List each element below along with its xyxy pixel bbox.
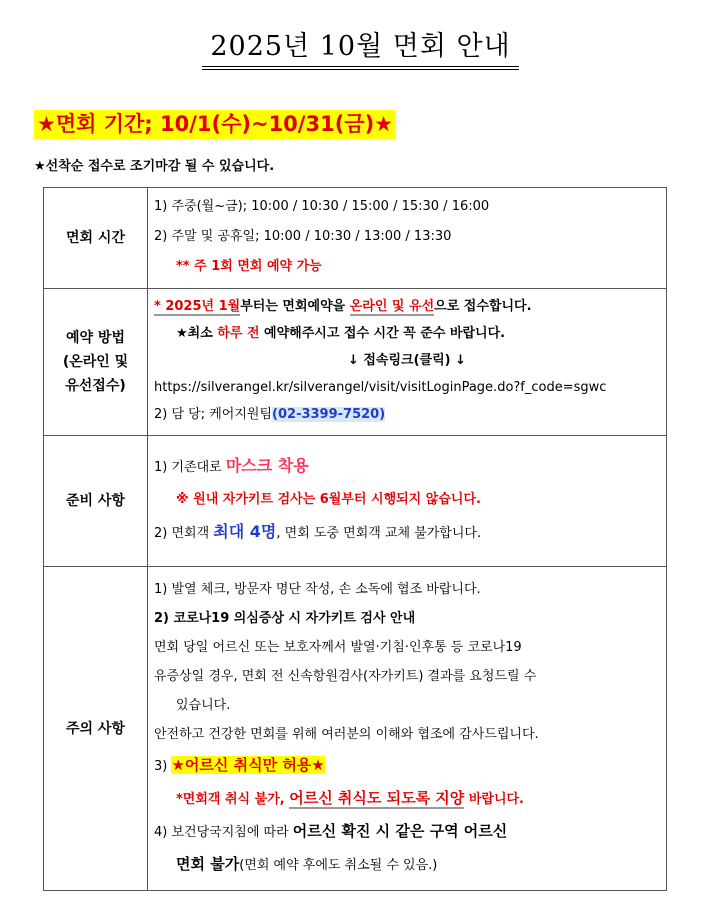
caution-1: 1) 발열 체크, 방문자 명단 작성, 손 소독에 협조 바랍니다. [154,581,481,597]
weekly-limit-note: ** 주 1회 면회 예약 가능 [176,259,322,274]
caution-8-c: 바랍니다. [464,791,524,807]
caution-2: 2) 코로나19 의심증상 시 자가키트 검사 안내 [154,610,416,626]
row-head-reservation [44,289,148,436]
row-body-caution [148,567,667,891]
caution-4: 유증상일 경우, 면회 전 신속항원검사(자가키트) 결과를 요청드릴 수 [154,668,537,684]
early-close-notice: ★선착순 접수로 조기마감 될 수 있습니다. [34,159,275,174]
row-reservation [44,289,667,436]
row-caution [44,567,667,891]
caution-7 [154,749,660,783]
caution-8 [154,783,660,815]
link-label: ↓ 접속링크(클릭) ↓ [347,352,467,368]
reservation-mid: 부터는 면회예약을 [240,298,350,314]
row-head-reservation-1: 예약 방법 [66,330,125,346]
max-visitors-post: , 면회 도중 면회객 교체 불가합니다. [276,526,482,541]
start-date: * 2025년 1월 [154,298,241,314]
caution-9-bold: 어르신 확진 시 같은 구역 어르신 [292,821,508,840]
max-visitors-highlight: 최대 4명 [213,522,277,541]
weekend-times: 2) 주말 및 공휴일; 10:00 / 10:30 / 13:00 / 13:30 [154,229,452,244]
mask-line [154,449,660,485]
row-preparation [44,436,667,567]
mask-pre: 1) 기존대로 [154,460,226,475]
caution-8-b: 어르신 취식도 되도록 지양 [289,788,465,807]
day-before-pre: ★최소 [176,325,218,341]
caution-10 [154,849,660,881]
row-body-preparation [148,436,667,567]
online-reservation-line [154,293,660,320]
row-body-reservation [148,289,667,436]
day-before-post: 예약해주시고 접수 시간 꼭 준수 바랍니다. [259,325,506,341]
row-head-reservation-2: (온라인 및 [62,354,129,370]
caution-10-post: (면회 예약 후에도 취소될 수 있음.) [239,857,438,873]
row-head-reservation-3: 유선접수) [65,378,126,394]
caution-7-pre: 3) [154,758,172,774]
contact-line [154,401,660,428]
caution-10-bold: 면회 불가 [176,854,240,873]
contact-phone: (02-3399-7520) [272,406,386,422]
day-before-line [154,320,660,347]
reservation-link[interactable]: https://silverangel.kr/silverangel/visit/visitLoginPage.do?f_code=sgwc [154,379,607,395]
row-visit-time [44,188,667,289]
row-body-visit-time [148,188,667,289]
elder-meal-only: ★어르신 취식만 허용★ [171,755,325,774]
row-head-visit-time: 면회 시간 [44,188,148,289]
title-wrap [0,30,721,70]
caution-3: 면회 당일 어르신 또는 보호자께서 발열·기침·인후통 등 코로나19 [154,639,522,655]
contact-team: 2) 담 당; 케어지원팀 [154,406,273,422]
caution-9 [154,815,660,849]
weekday-times: 1) 주중(월~금); 10:00 / 10:30 / 15:00 / 15:30 / 16:00 [154,199,490,214]
self-kit-note: ※ 원내 자가키트 검사는 6월부터 시행되지 않습니다. [176,492,481,507]
online-phone-highlight: 온라인 및 유선 [349,298,435,314]
max-visitors-line [154,515,660,551]
reservation-post: 으로 접수합니다. [434,298,532,314]
caution-6: 안전하고 건강한 면회를 위해 여러분의 이해와 협조에 감사드립니다. [154,726,539,742]
day-before-red: 하루 전 [217,325,260,341]
caution-9-pre: 4) 보건당국지침에 따라 [154,824,293,840]
visit-period-banner: ★면회 기간; 10/1(수)~10/31(금)★ [34,110,396,139]
mask-highlight: 마스크 착용 [225,456,309,475]
page-title: 2025년 10월 면회 안내 [202,30,518,70]
row-head-caution: 주의 사항 [44,567,148,891]
caution-5: 있습니다. [176,697,231,713]
caution-8-a: *면회객 취식 불가, [176,791,290,807]
row-head-preparation: 준비 사항 [44,436,148,567]
visit-info-table [43,187,667,891]
max-visitors-pre: 2) 면회객 [154,526,214,541]
